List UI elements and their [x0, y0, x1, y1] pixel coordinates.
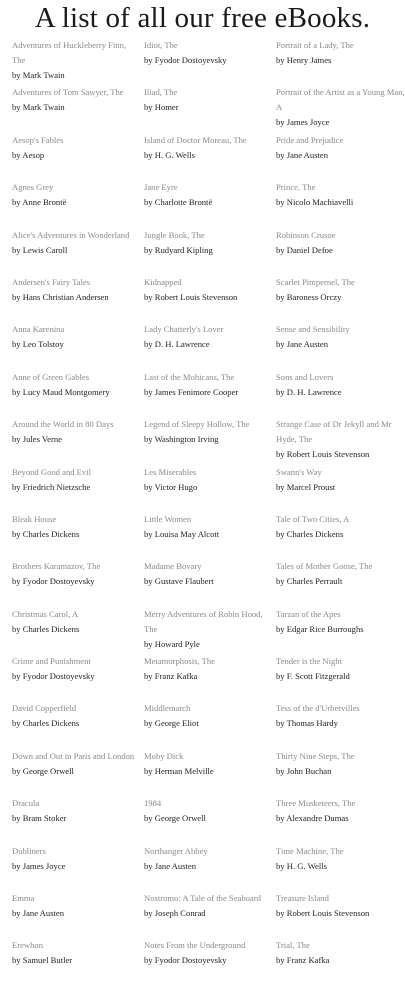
book-item [276, 512, 405, 559]
book-title-link[interactable]: Swann's Way [276, 466, 322, 477]
book-item [12, 607, 140, 654]
book-item [276, 607, 405, 654]
book-column-3 [276, 38, 405, 986]
book-author: by Fyodor Dostoyevsky [144, 55, 227, 65]
book-item [144, 701, 272, 748]
book-author: by H. G. Wells [276, 860, 327, 871]
book-item [12, 417, 140, 464]
book-author: by Victor Hugo [144, 481, 198, 492]
book-author: by Samuel Butler [12, 955, 73, 966]
book-title-link[interactable]: Tale of Two Cities, A [276, 513, 350, 524]
book-title-link[interactable]: Dracula [12, 798, 40, 809]
book-author: by Robert Louis Stevenson [276, 908, 370, 919]
book-author: by Charles Dickens [12, 623, 80, 634]
book-author: by John Buchan [276, 765, 332, 776]
book-author: by Robert Louis Stevenson [144, 291, 238, 302]
book-author: by Louisa May Alcott [144, 528, 220, 539]
book-title-link[interactable]: Emma [12, 893, 35, 904]
book-title-link[interactable]: Island of Doctor Moreau, The [144, 134, 247, 145]
book-item [144, 654, 272, 701]
book-author: by Franz Kafka [144, 671, 198, 682]
book-title-link[interactable]: Little Women [144, 513, 192, 524]
book-item [276, 85, 405, 132]
book-item [144, 180, 272, 227]
book-item [12, 370, 140, 417]
book-author: by Jane Austen [144, 860, 197, 871]
book-title-link[interactable]: Around the World in 80 Days [12, 419, 114, 430]
book-author: by Charles Dickens [12, 718, 80, 729]
book-author: by Howard Pyle [144, 638, 200, 649]
book-author: by Henry James [276, 55, 332, 65]
book-author: by Charles Perrault [276, 576, 343, 587]
book-item [12, 465, 140, 512]
book-item [144, 796, 272, 843]
book-author: by Marcel Proust [276, 481, 336, 492]
book-item [12, 180, 140, 227]
book-item [276, 891, 405, 938]
book-title-link[interactable]: Legend of Sleepy Hollow, The [144, 419, 250, 430]
book-title-link[interactable]: Tender is the Night [276, 656, 342, 667]
book-item [144, 891, 272, 938]
book-author: by George Orwell [12, 765, 74, 776]
book-author: by Bram Stoker [12, 813, 67, 824]
book-item [144, 322, 272, 369]
book-author: by Nicolo Machiavelli [276, 197, 354, 208]
book-item [276, 654, 405, 701]
book-item [144, 844, 272, 891]
book-item [144, 607, 272, 654]
book-column-1 [12, 38, 140, 986]
book-title-link[interactable]: Jungle Book, The [144, 229, 205, 240]
book-title-link[interactable]: Bleak House [12, 513, 57, 524]
book-item [12, 322, 140, 369]
book-author: by Washington Irving [144, 434, 219, 445]
book-item [276, 844, 405, 891]
book-item [12, 796, 140, 843]
book-item [12, 512, 140, 559]
book-author: by Daniel Defoe [276, 244, 333, 255]
book-columns [0, 38, 405, 966]
book-item [276, 701, 405, 748]
book-column-2 [144, 38, 272, 986]
book-author: by Mark Twain [12, 102, 65, 113]
book-author: by Alexandre Dumas [276, 813, 349, 824]
book-item [276, 180, 405, 227]
book-author: by Jane Austen [276, 339, 329, 350]
book-title-link[interactable]: Scarlet Pimpernel, The [276, 276, 355, 287]
book-author: by James Joyce [12, 860, 66, 871]
book-title-link[interactable]: Moby Dick [144, 750, 184, 761]
book-author: by Friedrich Nietzsche [12, 481, 91, 492]
book-item [276, 38, 405, 85]
book-item [12, 654, 140, 701]
book-item [276, 322, 405, 369]
book-title-link[interactable]: Sons and Lovers [276, 371, 334, 382]
book-item [12, 85, 140, 132]
book-item [276, 228, 405, 275]
book-author: by James Fenimore Cooper [144, 386, 239, 397]
page-title: A list of all our free eBooks. [34, 2, 371, 34]
book-author: by Thomas Hardy [276, 718, 338, 729]
book-author: by Charles Dickens [12, 528, 80, 539]
book-author: by Baroness Orczy [276, 291, 342, 302]
book-item [144, 465, 272, 512]
book-author: by Hans Christian Andersen [12, 291, 109, 302]
book-title-link[interactable]: Notes From the Underground [144, 940, 246, 951]
book-author: by Edgar Rice Burroughs [276, 623, 364, 634]
book-item [276, 796, 405, 843]
book-title-link[interactable]: Idiot, The [144, 40, 178, 50]
book-item [12, 891, 140, 938]
book-item [144, 559, 272, 606]
book-title-link[interactable]: Agnes Grey [12, 182, 54, 193]
book-title-link[interactable]: Time Machine, The [276, 845, 344, 856]
book-title-link[interactable]: Alice's Adventures in Wonderland [12, 229, 130, 240]
book-title-link[interactable]: Tales of Mother Goose, The [276, 561, 373, 572]
book-title-link[interactable]: Three Musketeers, The [276, 798, 356, 809]
book-title-link[interactable]: Andersen's Fairy Tales [12, 276, 91, 287]
book-title-link[interactable]: Christmas Carol, A [12, 608, 79, 619]
book-item [144, 749, 272, 796]
book-item [144, 85, 272, 132]
book-title-link[interactable]: Iliad, The [144, 87, 178, 98]
book-title-link[interactable]: Portrait of a Lady, The [276, 40, 354, 50]
book-author: by Lucy Maud Montgomery [12, 386, 110, 397]
book-title-link[interactable]: Thirty Nine Steps, The [276, 750, 355, 761]
book-author: by Anne Brontë [12, 197, 67, 208]
book-item [12, 38, 140, 85]
book-author: by H. G. Wells [144, 149, 195, 160]
book-title-link[interactable]: Tarzan of the Apes [276, 608, 341, 619]
book-author: by Jules Verne [12, 434, 62, 445]
book-title-link[interactable]: Les Miserables [144, 466, 197, 477]
book-item [276, 370, 405, 417]
book-item [12, 938, 140, 985]
book-title-link[interactable]: Crime and Punishment [12, 656, 91, 667]
book-author: by Fyodor Dostoyevsky [12, 671, 95, 682]
book-item [144, 133, 272, 180]
book-author: by F. Scott Fitzgerald [276, 671, 350, 682]
book-title-link[interactable]: Trial, The [276, 940, 310, 951]
book-title-link[interactable]: Dubliners [12, 845, 46, 856]
book-title-link[interactable]: Tess of the d'Urbervilles [276, 703, 360, 714]
book-author: by Charlotte Brontë [144, 197, 213, 208]
book-author: by Joseph Conrad [144, 908, 206, 919]
book-title-link[interactable]: Treasure Island [276, 893, 329, 904]
book-title-link[interactable]: Erewhon [12, 940, 44, 951]
book-title-link[interactable]: Jane Eyre [144, 182, 178, 193]
book-item [276, 938, 405, 985]
book-title-link[interactable]: Adventures of Tom Sawyer, The [12, 87, 124, 98]
book-item [12, 275, 140, 322]
book-item [276, 465, 405, 512]
book-item [144, 512, 272, 559]
book-title-link[interactable]: Kidnapped [144, 276, 182, 287]
book-item [144, 275, 272, 322]
book-item [276, 275, 405, 322]
book-title-link[interactable]: Middlemarch [144, 703, 191, 714]
book-author: by Aesop [12, 149, 45, 160]
book-item [276, 417, 405, 464]
book-title-link[interactable]: Metamorphosis, The [144, 656, 215, 667]
book-author: by Mark Twain [12, 70, 65, 80]
book-title-link[interactable]: Brothers Karamazov, The [12, 561, 101, 572]
book-author: by D. H. Lawrence [144, 339, 210, 350]
book-author: by Jane Austen [12, 908, 65, 919]
book-item [144, 938, 272, 985]
book-title-link[interactable]: Pride and Prejudice [276, 134, 344, 145]
book-title-link[interactable]: Portrait of the Artist as a Young Man, A [276, 87, 405, 113]
book-title-link[interactable]: Anne of Green Gables [12, 371, 90, 382]
book-author: by Jane Austen [276, 149, 329, 160]
book-author: by Robert Louis Stevenson [276, 449, 370, 460]
book-title-link[interactable]: Merry Adventures of Robin Hood, The [144, 608, 263, 634]
book-author: by Rudyard Kipling [144, 244, 213, 255]
book-item [276, 559, 405, 606]
book-item [144, 370, 272, 417]
book-author: by James Joyce [276, 117, 330, 128]
book-item [276, 133, 405, 180]
book-title-link[interactable]: Northanger Abbey [144, 845, 208, 856]
book-title-link[interactable]: Aesop's Fables [12, 134, 64, 145]
book-item [12, 701, 140, 748]
book-author: by Franz Kafka [276, 955, 330, 966]
book-item [12, 749, 140, 796]
book-author: by George Eliot [144, 718, 199, 729]
book-title-link[interactable]: Beyond Good and Evil [12, 466, 92, 477]
book-item [276, 749, 405, 796]
book-title-link[interactable]: Anna Karenina [12, 324, 65, 335]
book-title-link[interactable]: Sense and Sensibility [276, 324, 350, 335]
book-title-link[interactable]: Down and Out in Paris and London [12, 750, 135, 761]
book-item [144, 417, 272, 464]
book-author: by D. H. Lawrence [276, 386, 342, 397]
book-author: by Herman Melville [144, 765, 214, 776]
book-item [12, 228, 140, 275]
book-item [144, 228, 272, 275]
book-item [144, 38, 272, 85]
book-author: by Charles Dickens [276, 528, 344, 539]
book-author: by George Orwell [144, 813, 206, 824]
book-title-link[interactable]: David Copperfield [12, 703, 77, 714]
book-item [12, 844, 140, 891]
book-item [12, 133, 140, 180]
book-author: by Leo Tolstoy [12, 339, 64, 350]
book-author: by Lewis Caroll [12, 244, 68, 255]
book-author: by Homer [144, 102, 179, 113]
book-title-link[interactable]: Strange Case of Dr Jekyll and Mr Hyde, The [276, 419, 392, 445]
book-title-link[interactable]: Prince, The [276, 182, 316, 193]
book-title-link[interactable]: Madame Bovary [144, 561, 202, 572]
book-author: by Gustave Flaubert [144, 576, 214, 587]
book-title-link[interactable]: Robinson Crusoe [276, 229, 336, 240]
book-author: by Fyodor Dostoyevsky [144, 955, 227, 966]
book-author: by Fyodor Dostoyevsky [12, 576, 95, 587]
book-title-link[interactable]: Lady Chatterly's Lover [144, 324, 224, 335]
book-title-link[interactable]: 1984 [144, 798, 162, 809]
book-title-link[interactable]: Adventures of Huckleberry Finn, The [12, 40, 127, 65]
book-title-link[interactable]: Last of the Mohicans, The [144, 371, 235, 382]
book-item [12, 559, 140, 606]
book-title-link[interactable]: Nostromo: A Tale of the Seaboard [144, 893, 261, 904]
